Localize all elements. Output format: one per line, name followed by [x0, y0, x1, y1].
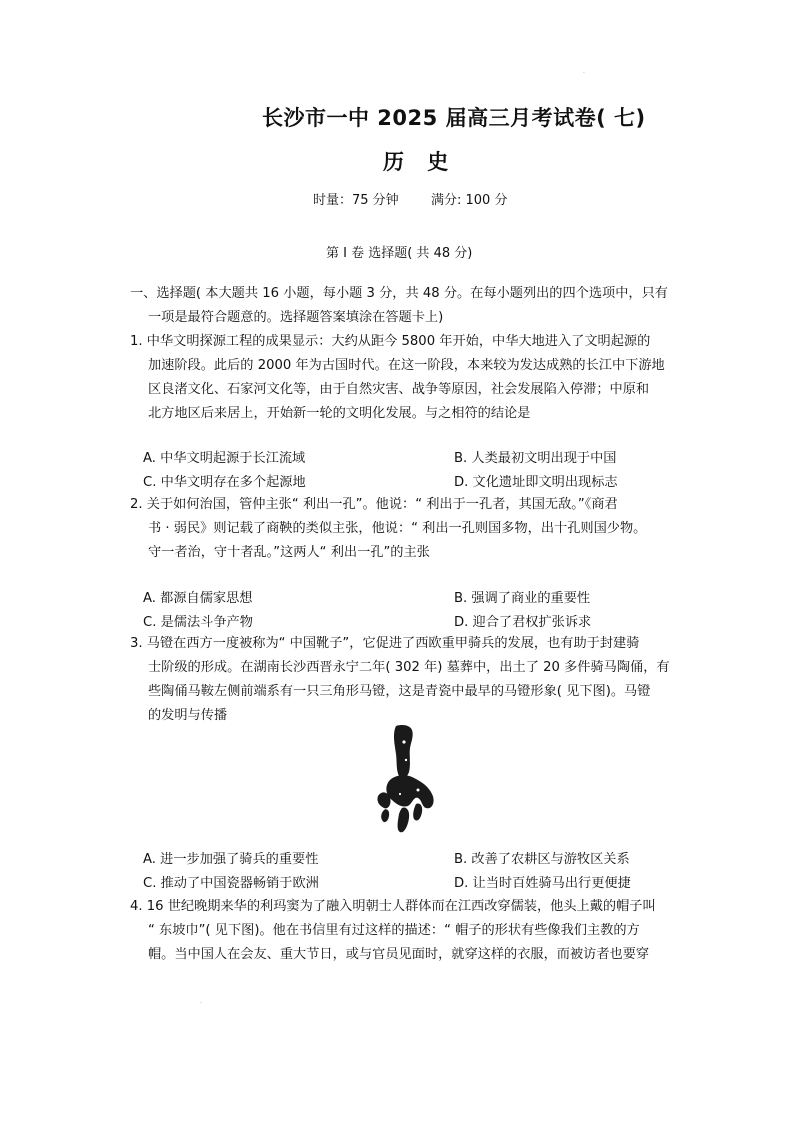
- instruction-line-1: 一、选择题( 本大题共 16 小题，每小题 3 分，共 48 分。在每小题列出的四个选项中，只有: [130, 286, 668, 301]
- question-3-option-b: B. 改善了农耕区与游牧区关系: [454, 852, 630, 867]
- subject-title: 历 史: [383, 150, 457, 174]
- question-2-stem-line: 书 · 弱民》则记载了商鞅的类似主张，他说：“ 利出一孔则国多物，出十孔则国少物。: [148, 521, 647, 536]
- horse-rider-figurine-icon: [366, 724, 444, 839]
- question-1-stem-line: 加速阶段。此后的 2000 年为古国时代。在这一阶段，本来较为发达成熟的长江中下游地: [148, 358, 665, 373]
- question-1-option-d: D. 文化遗址即文明出现标志: [454, 475, 618, 490]
- section-title: 第 Ⅰ 卷 选择题( 共 48 分): [326, 246, 473, 261]
- time-limit: 时量：75 分钟: [313, 193, 399, 208]
- question-1-option-b: B. 人类最初文明出现于中国: [454, 451, 617, 466]
- exam-title: 长沙市一中 2025 届高三月考试卷( 七): [262, 106, 646, 130]
- question-1-option-c: C. 中华文明存在多个起源地: [143, 475, 306, 490]
- question-3-stem-line: 3. 马镫在西方一度被称为“ 中国靴子”，它促进了西欧重甲骑兵的发展，也有助于封建骑: [130, 636, 640, 651]
- question-2-option-c: C. 是儒法斗争产物: [143, 615, 253, 630]
- instruction-line-2: 一项是最符合题意的。选择题答案填涂在答题卡上): [148, 310, 444, 325]
- question-3-stem-line: 的发明与传播: [148, 708, 228, 723]
- question-2-option-b: B. 强调了商业的重要性: [454, 591, 591, 606]
- question-2-stem-line: 2. 关于如何治国，管仲主张“ 利出一孔”。他说：“ 利出于一孔者，其国无敌。”《商君: [130, 497, 618, 512]
- question-1-option-a: A. 中华文明起源于长江流域: [143, 451, 306, 466]
- full-score: 满分: 100 分: [431, 193, 508, 208]
- scan-dot: ·: [200, 1000, 202, 1007]
- scan-dot: ·: [583, 70, 585, 77]
- question-4-stem-line: 4. 16 世纪晚期来华的利玛窦为了融入明朝士人群体而在江西改穿儒装，他头上戴的帽子叫: [130, 899, 656, 914]
- question-4-stem-line: “ 东坡巾”( 见下图)。他在书信里有过这样的描述：“ 帽子的形状有些像我们主教的方: [148, 923, 640, 938]
- question-3-option-d: D. 让当时百姓骑马出行更便捷: [454, 876, 631, 891]
- question-2-option-d: D. 迎合了君权扩张诉求: [454, 615, 592, 630]
- question-3-stem-line: 些陶俑马鞍左侧前端系有一只三角形马镫，这是青瓷中最早的马镫形象( 见下图)。马镫: [148, 684, 651, 699]
- question-3-stem-line: 士阶级的形成。在湖南长沙西晋永宁二年( 302 年) 墓葬中，出土了 20 多件骑马陶俑，有: [148, 660, 670, 675]
- question-2-stem-line: 守一者治，守十者乱。”这两人“ 利出一孔”的主张: [148, 545, 430, 560]
- question-1-stem-line: 区良渚文化、石家河文化等，由于自然灾害、战争等原因，社会发展陷入停滞；中原和: [148, 382, 650, 397]
- question-2-option-a: A. 都源自儒家思想: [143, 591, 253, 606]
- question-1-stem-line: 北方地区后来居上，开始新一轮的文明化发展。与之相符的结论是: [148, 406, 531, 421]
- question-1-stem-line: 1. 中华文明探源工程的成果显示：大约从距今 5800 年开始，中华大地进入了文明起源的: [130, 334, 651, 349]
- question-3-option-c: C. 推动了中国瓷器畅销于欧洲: [143, 876, 319, 891]
- question-4-stem-line: 帽。当中国人在会友、重大节日，或与官员见面时，就穿这样的衣服，而被访者也要穿: [148, 947, 650, 962]
- question-3-option-a: A. 进一步加强了骑兵的重要性: [143, 852, 319, 867]
